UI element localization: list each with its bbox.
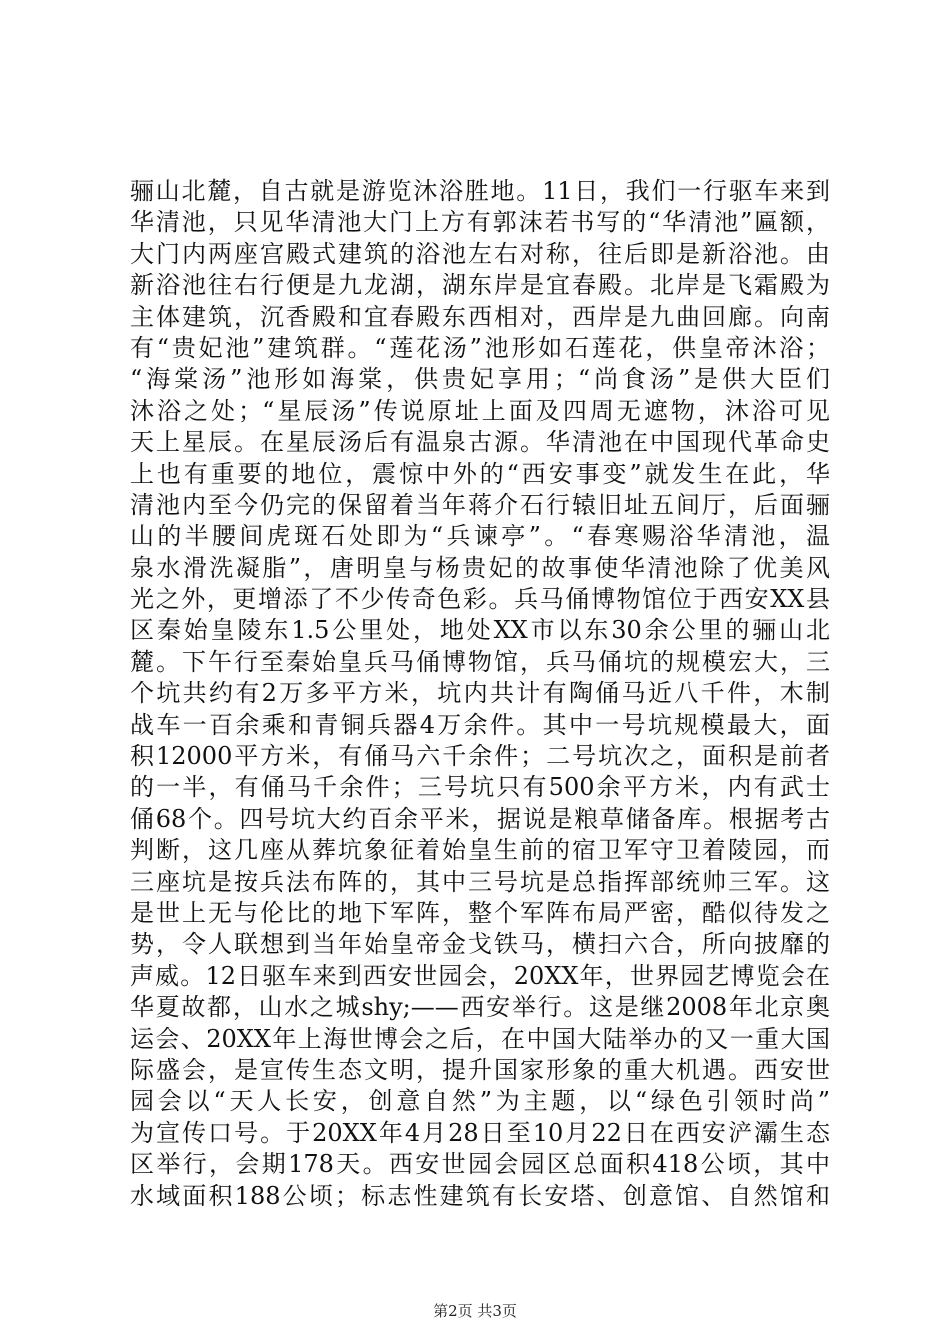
text-line: 积12000平方米，有俑马六千余件；二号坑次之，面积是前者 [130, 742, 830, 771]
text-line: 际盛会，是宣传生态文明，提升国家形象的重大机遇。西安世 [130, 1055, 830, 1084]
text-line: “海棠汤”池形如海棠，供贵妃享用；“尚食汤”是供大臣们 [130, 365, 830, 394]
page-footer [0, 1301, 950, 1321]
text-line: 势，令人联想到当年始皇帝金戈铁马，横扫六合，所向披靡的 [130, 930, 830, 959]
text-line: 园会以“天人长安，创意自然”为主题，以“绿色引领时尚” [130, 1087, 830, 1116]
text-line: 山的半腰间虎斑石处即为“兵谏亭”。“春寒赐浴华清池，温 [130, 522, 830, 551]
text-line: 战车一百余乘和青铜兵器4万余件。其中一号坑规模最大，面 [130, 710, 830, 739]
text-line: 沐浴之处；“星辰汤”传说原址上面及四周无遮物，沐浴可见 [130, 396, 830, 425]
text-line: 声威。12日驱车来到西安世园会，20XX年，世界园艺博览会在 [130, 961, 830, 990]
page-number-label: 第2页 共3页 [433, 1302, 517, 1320]
text-line: 为宣传口号。于20XX年4月28日至10月22日在西安浐灞生态 [130, 1118, 830, 1147]
text-line: 有“贵妃池”建筑群。“莲花汤”池形如石莲花，供皇帝沐浴； [130, 333, 830, 362]
text-line: 运会、20XX年上海世博会之后，在中国大陆举办的又一重大国 [130, 1024, 830, 1053]
text-line: 的一半，有俑马千余件；三号坑只有500余平方米，内有武士 [130, 773, 830, 802]
text-line: 华清池，只见华清池大门上方有郭沫若书写的“华清池”匾额， [130, 208, 830, 237]
text-line: 主体建筑，沉香殿和宜春殿东西相对，西岸是九曲回廊。向南 [130, 302, 830, 331]
text-line: 清池内至今仍完的保留着当年蒋介石行辕旧址五间厅，后面骊 [130, 490, 830, 519]
text-line: 新浴池往右行便是九龙湖，湖东岸是宜春殿。北岸是飞霜殿为 [130, 271, 830, 300]
text-line: 华夏故都，山水之城shy;——西安举行。这是继2008年北京奥 [130, 993, 830, 1022]
text-line: 骊山北麓，自古就是游览沐浴胜地。11日，我们一行驱车来到 [130, 177, 830, 205]
text-line: 上也有重要的地位，震惊中外的“西安事变”就发生在此，华 [130, 459, 830, 488]
text-line: 个坑共约有2万多平方米，坑内共计有陶俑马近八千件，木制 [130, 679, 830, 708]
text-line: 是世上无与伦比的地下军阵，整个军阵布局严密，酷似待发之 [130, 898, 830, 927]
text-line: 天上星辰。在星辰汤后有温泉古源。华清池在中国现代革命史 [130, 428, 830, 457]
text-line: 水域面积188公顷；标志性建筑有长安塔、创意馆、自然馆和 [130, 1181, 830, 1210]
text-line: 区举行，会期178天。西安世园会园区总面积418公顷，其中 [130, 1150, 830, 1179]
text-line: 麓。下午行至秦始皇兵马俑博物馆，兵马俑坑的规模宏大，三 [130, 647, 830, 676]
text-line: 判断，这几座从葬坑象征着始皇生前的宿卫军守卫着陵园，而 [130, 836, 830, 865]
text-line: 区秦始皇陵东1.5公里处，地处XX市以东30余公里的骊山北 [130, 616, 830, 645]
text-line: 泉水滑洗凝脂”，唐明皇与杨贵妃的故事使华清池除了优美风 [130, 553, 830, 582]
text-line: 光之外，更增添了不少传奇色彩。兵马俑博物馆位于西安XX县 [130, 585, 830, 614]
text-line: 三座坑是按兵法布阵的，其中三号坑是总指挥部统帅三军。这 [130, 867, 830, 896]
text-line: 大门内两座宫殿式建筑的浴池左右对称，往后即是新浴池。由 [130, 239, 830, 268]
body-text [130, 176, 830, 1212]
text-line: 俑68个。四号坑大约百余平米，据说是粮草储备库。根据考古 [130, 804, 830, 833]
